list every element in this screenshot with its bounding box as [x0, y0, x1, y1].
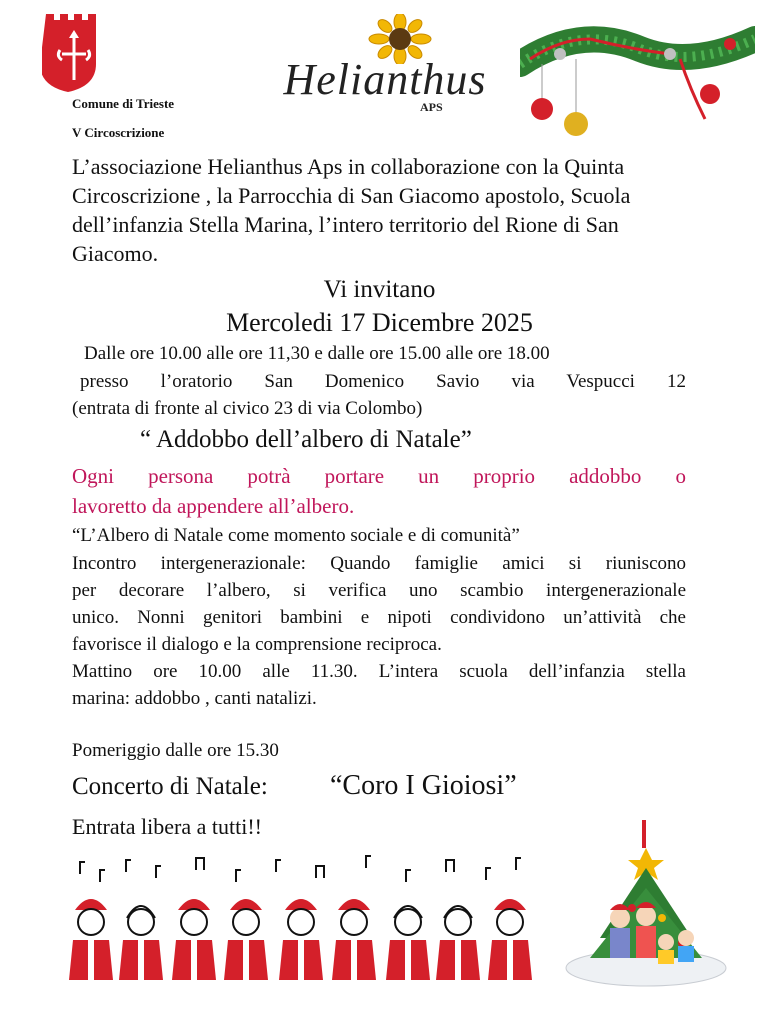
morning-line-1: Mattino ore 10.00 alle 11.30. L’intera scuola dell’infanzia stella [72, 661, 686, 682]
logo-name: Helianthus [283, 55, 487, 104]
morning-line-2: marina: addobbo , canti natalizi. [72, 688, 317, 709]
schedule-line: Dalle ore 10.00 alle ore 11,30 e dalle ore 15.00 alle ore 18.00 [84, 343, 550, 364]
location-line: presso l’oratorio San Domenico Savio via Vespucci 12 [80, 371, 686, 392]
circoscrizione-label: V Circoscrizione [72, 125, 165, 140]
body-line-4: favorisce il dialogo e la comprensione reciproca. [72, 634, 442, 655]
concert-name: “Coro I Gioiosi” [330, 770, 517, 801]
comune-label: Comune di Trieste [72, 96, 175, 111]
entrance-line: (entrata di fronte al civico 23 di via Colombo) [72, 398, 423, 419]
choir-singers-icon [66, 852, 536, 982]
event-title: “ Addobbo dell’albero di Natale” [140, 426, 472, 453]
pink-line-2: lavoretto da appendere all’albero. [72, 494, 355, 518]
body-line-2: per decorare l’albero, si verifica uno scambio intergenerazionale [72, 580, 686, 601]
logo-sub: APS [420, 100, 443, 114]
helianthus-logo [270, 14, 500, 114]
invitation-heading: Vi invitano [323, 276, 436, 303]
pink-line-1: Ogni persona potrà portare un proprio addobbo o [72, 464, 686, 488]
quote-line: “L’Albero di Natale come momento sociale e di comunità” [72, 525, 520, 546]
body-line-1: Incontro intergenerazionale: Quando famiglie amici si riuniscono [72, 553, 686, 574]
family-christmas-tree-icon [562, 818, 732, 998]
body-line-3: unico. Nonni genitori bambini e nipoti condividono un’attività che [72, 607, 686, 628]
event-date: Mercoledi 17 Dicembre 2025 [226, 308, 533, 337]
trieste-coat-of-arms-icon [42, 10, 106, 94]
afternoon-line: Pomeriggio dalle ore 15.30 [72, 740, 279, 761]
intro-paragraph: L’associazione Helianthus Aps in collaborazione con la Quinta Circoscrizione , la Parrocchia di San Giacomo apostolo, Scuola dell’infanzia Stella Marina, l’intero territorio del Rione di San Giacomo. [72, 154, 631, 266]
christmas-garland-icon [520, 14, 755, 144]
concert-label: Concerto di Natale: [72, 773, 268, 800]
free-entry: Entrata libera a tutti!! [72, 814, 262, 839]
